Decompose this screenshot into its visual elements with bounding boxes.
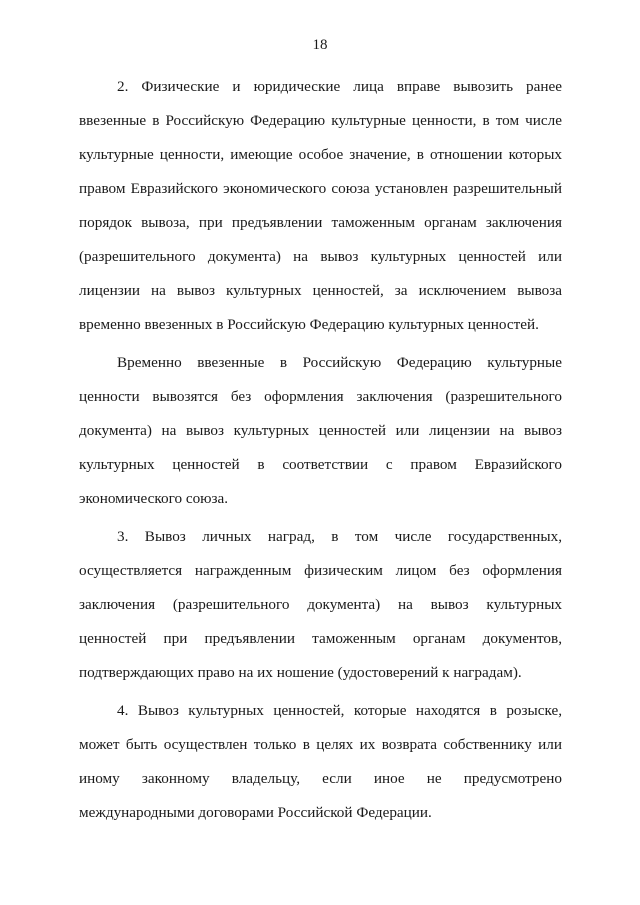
page-number: 18 — [312, 37, 328, 53]
paragraph-temporarily-imported: Временно ввезенные в Российскую Федерацию культурные ценности вывозятся без оформления заключения (разрешительного документа) на вывоз культурных ценностей или лицензии на вывоз культурных ценностей в соответствии с правом Евразийского экономического союза. — [79, 354, 562, 507]
paragraph-3-personal-awards: 3. Вывоз личных наград, в том числе государственных, осуществляется награжденным физическим лицом без оформления заключения (разрешительного документа) на вывоз культурных ценностей при предъявлении таможенным органам документов, подтверждающих право на их ношение (удостоверений к наградам). — [79, 528, 562, 681]
paragraph-4-wanted-property: 4. Вывоз культурных ценностей, которые находятся в розыске, может быть осуществлен только в целях их возврата собственнику или иному законному владельцу, если иное не предусмотрено международными договорами Российской Федерации. — [79, 702, 562, 821]
paragraph-2-export-previously-imported: 2. Физические и юридические лица вправе вывозить ранее ввезенные в Российскую Федерацию культурные ценности, в том числе культурные ценности, имеющие особое значение, в отношении которых правом Евразийского экономического союза установлен разрешительный порядок вывоза, при предъявлении таможенным органам заключения (разрешительного документа) на вывоз культурных ценностей или лицензии на вывоз культурных ценностей, за исключением вывоза временно ввезенных в Российскую Федерацию культурных ценностей. — [79, 78, 562, 333]
document-body — [79, 70, 562, 834]
